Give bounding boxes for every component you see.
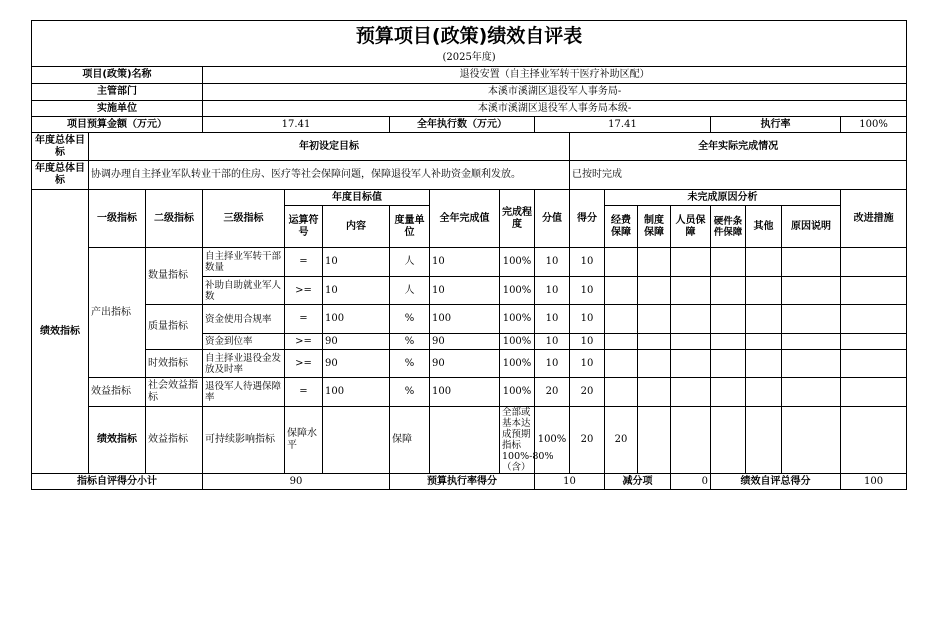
- perf-indicator-label: 绩效指标: [32, 190, 89, 474]
- reason-fund-header: 经费保障: [605, 206, 638, 248]
- lvl2-cell: 可持续影响指标: [203, 407, 285, 474]
- lvl3-cell: 自主择业军转干部数量: [203, 248, 285, 277]
- reason-analysis-header: 未完成原因分析: [605, 190, 841, 206]
- total-label: 绩效自评总得分: [711, 474, 841, 490]
- lvl1-cell: 效益指标: [146, 407, 203, 474]
- unit-label: 实施单位: [32, 101, 203, 117]
- unit-cell: [430, 407, 500, 474]
- reason-hardware-header: 硬件条件保障: [711, 206, 746, 248]
- content-cell: 90: [323, 334, 390, 350]
- table-row: [32, 248, 907, 277]
- goal-text: 协调办理自主择业军队转业干部的住房、医疗等社会保障问题，保障退役军人补助资金顺利发放。: [89, 161, 570, 190]
- lvl2-header: 二级指标: [146, 190, 203, 248]
- budget-score-value: 10: [535, 474, 605, 490]
- done-cell: 90: [430, 334, 500, 350]
- reason-system-header: 制度保障: [638, 206, 671, 248]
- dept-label: 主管部门: [32, 84, 203, 101]
- score-cell: 10: [570, 334, 605, 350]
- table-row: [32, 378, 907, 407]
- unit-cell: %: [390, 378, 430, 407]
- score-value-cell: 10: [535, 305, 570, 334]
- unit-cell: 人: [390, 248, 430, 277]
- deduct-label: 减分项: [605, 474, 671, 490]
- dept-value: 本溪市溪湖区退役军人事务局-: [203, 84, 907, 101]
- content-header: 内容: [323, 206, 390, 248]
- score-value-header: 分值: [535, 190, 570, 248]
- exec-rate-label: 执行率: [711, 117, 841, 133]
- table-row: [32, 407, 907, 474]
- exec-amount-label: 全年执行数（万元）: [390, 117, 535, 133]
- unit-cell: %: [390, 334, 430, 350]
- subtotal-value: 90: [203, 474, 390, 490]
- operator-cell: =: [285, 378, 323, 407]
- project-name-label: 项目(政策)名称: [32, 67, 203, 84]
- unit-cell: %: [390, 305, 430, 334]
- done-degree-header: 完成程度: [500, 190, 535, 248]
- operator-cell: >=: [285, 334, 323, 350]
- operator-header: 运算符号: [285, 206, 323, 248]
- score-header: 得分: [570, 190, 605, 248]
- operator-cell: [323, 407, 390, 474]
- content-cell: 保障: [390, 407, 430, 474]
- goal-label: 年度总体目标: [32, 133, 89, 161]
- deduct-value: 0: [671, 474, 711, 490]
- actual-completion-header: 全年实际完成情况: [570, 133, 907, 161]
- lvl2-cell: 社会效益指标: [146, 378, 203, 407]
- score-cell: 20: [605, 407, 638, 474]
- actual-text: 已按时完成: [570, 161, 907, 190]
- operator-cell: =: [285, 248, 323, 277]
- done-cell: 10: [430, 248, 500, 277]
- lvl1-cell: 产出指标: [89, 248, 146, 378]
- exec-rate-value: 100%: [841, 117, 907, 133]
- initial-goal-header: 年初设定目标: [89, 133, 570, 161]
- improve-header: 改进措施: [841, 190, 907, 248]
- lvl2-cell: 数量指标: [146, 248, 203, 305]
- score-cell: 10: [570, 305, 605, 334]
- target-value-header: 年度目标值: [285, 190, 430, 206]
- content-cell: 10: [323, 277, 390, 305]
- perf-indicator-label: 绩效指标: [89, 407, 146, 474]
- score-cell: 10: [570, 277, 605, 305]
- score-value-cell: 10: [535, 248, 570, 277]
- total-value: 100: [841, 474, 907, 490]
- exec-amount-value: 17.41: [535, 117, 711, 133]
- score-value-cell: 10: [535, 334, 570, 350]
- page-title: 预算项目(政策)绩效自评表: [32, 21, 907, 51]
- lvl1-header: 一级指标: [89, 190, 146, 248]
- done-cell: 10: [430, 277, 500, 305]
- score-value-cell: 10: [535, 350, 570, 378]
- score-cell: 10: [570, 350, 605, 378]
- goal-label: 年度总体目标: [32, 161, 89, 190]
- lvl3-cell: 退役军人待遇保障率: [203, 378, 285, 407]
- budget-score-label: 预算执行率得分: [390, 474, 535, 490]
- degree-cell: 100%: [500, 378, 535, 407]
- budget-label: 项目预算金额（万元）: [32, 117, 203, 133]
- unit-cell: %: [390, 350, 430, 378]
- table-row: [32, 305, 907, 334]
- score-cell: 20: [570, 378, 605, 407]
- content-cell: 90: [323, 350, 390, 378]
- lvl3-cell: 保障水平: [285, 407, 323, 474]
- reason-staff-header: 人员保障: [671, 206, 711, 248]
- year-done-header: 全年完成值: [430, 190, 500, 248]
- degree-cell: 100%: [500, 305, 535, 334]
- unit-cell: 人: [390, 277, 430, 305]
- done-cell: 100: [430, 378, 500, 407]
- lvl3-cell: 补助自助就业军人数: [203, 277, 285, 305]
- table-row: [32, 350, 907, 378]
- lvl2-cell: 时效指标: [146, 350, 203, 378]
- content-cell: 10: [323, 248, 390, 277]
- score-value-cell: 10: [535, 277, 570, 305]
- lvl3-cell: 自主择业退役金发放及时率: [203, 350, 285, 378]
- score-cell: 10: [570, 248, 605, 277]
- score-value-cell: 20: [570, 407, 605, 474]
- performance-self-evaluation-table: [31, 20, 907, 490]
- fiscal-year: (2025年度): [32, 51, 907, 67]
- unit-measure-header: 度量单位: [390, 206, 430, 248]
- degree-cell: 100%: [500, 248, 535, 277]
- project-name-value: 退役安置（自主择业军转干医疗补助区配）: [203, 67, 907, 84]
- operator-cell: >=: [285, 350, 323, 378]
- budget-value: 17.41: [203, 117, 390, 133]
- reason-other-header: 其他: [746, 206, 782, 248]
- degree-cell: 100%: [500, 277, 535, 305]
- done-cell: 90: [430, 350, 500, 378]
- lvl3-cell: 资金使用合规率: [203, 305, 285, 334]
- lvl1-cell: 效益指标: [89, 378, 146, 407]
- degree-cell: 100%: [500, 334, 535, 350]
- done-cell: 全部或基本达成预期指标100%-80%（含）: [500, 407, 535, 474]
- lvl2-cell: 质量指标: [146, 305, 203, 350]
- reason-explain-header: 原因说明: [782, 206, 841, 248]
- content-cell: 100: [323, 378, 390, 407]
- operator-cell: >=: [285, 277, 323, 305]
- content-cell: 100: [323, 305, 390, 334]
- subtotal-label: 指标自评得分小计: [32, 474, 203, 490]
- done-cell: 100: [430, 305, 500, 334]
- unit-value: 本溪市溪湖区退役军人事务局本级-: [203, 101, 907, 117]
- degree-cell: 100%: [535, 407, 570, 474]
- lvl3-header: 三级指标: [203, 190, 285, 248]
- lvl3-cell: 资金到位率: [203, 334, 285, 350]
- operator-cell: =: [285, 305, 323, 334]
- degree-cell: 100%: [500, 350, 535, 378]
- score-value-cell: 20: [535, 378, 570, 407]
